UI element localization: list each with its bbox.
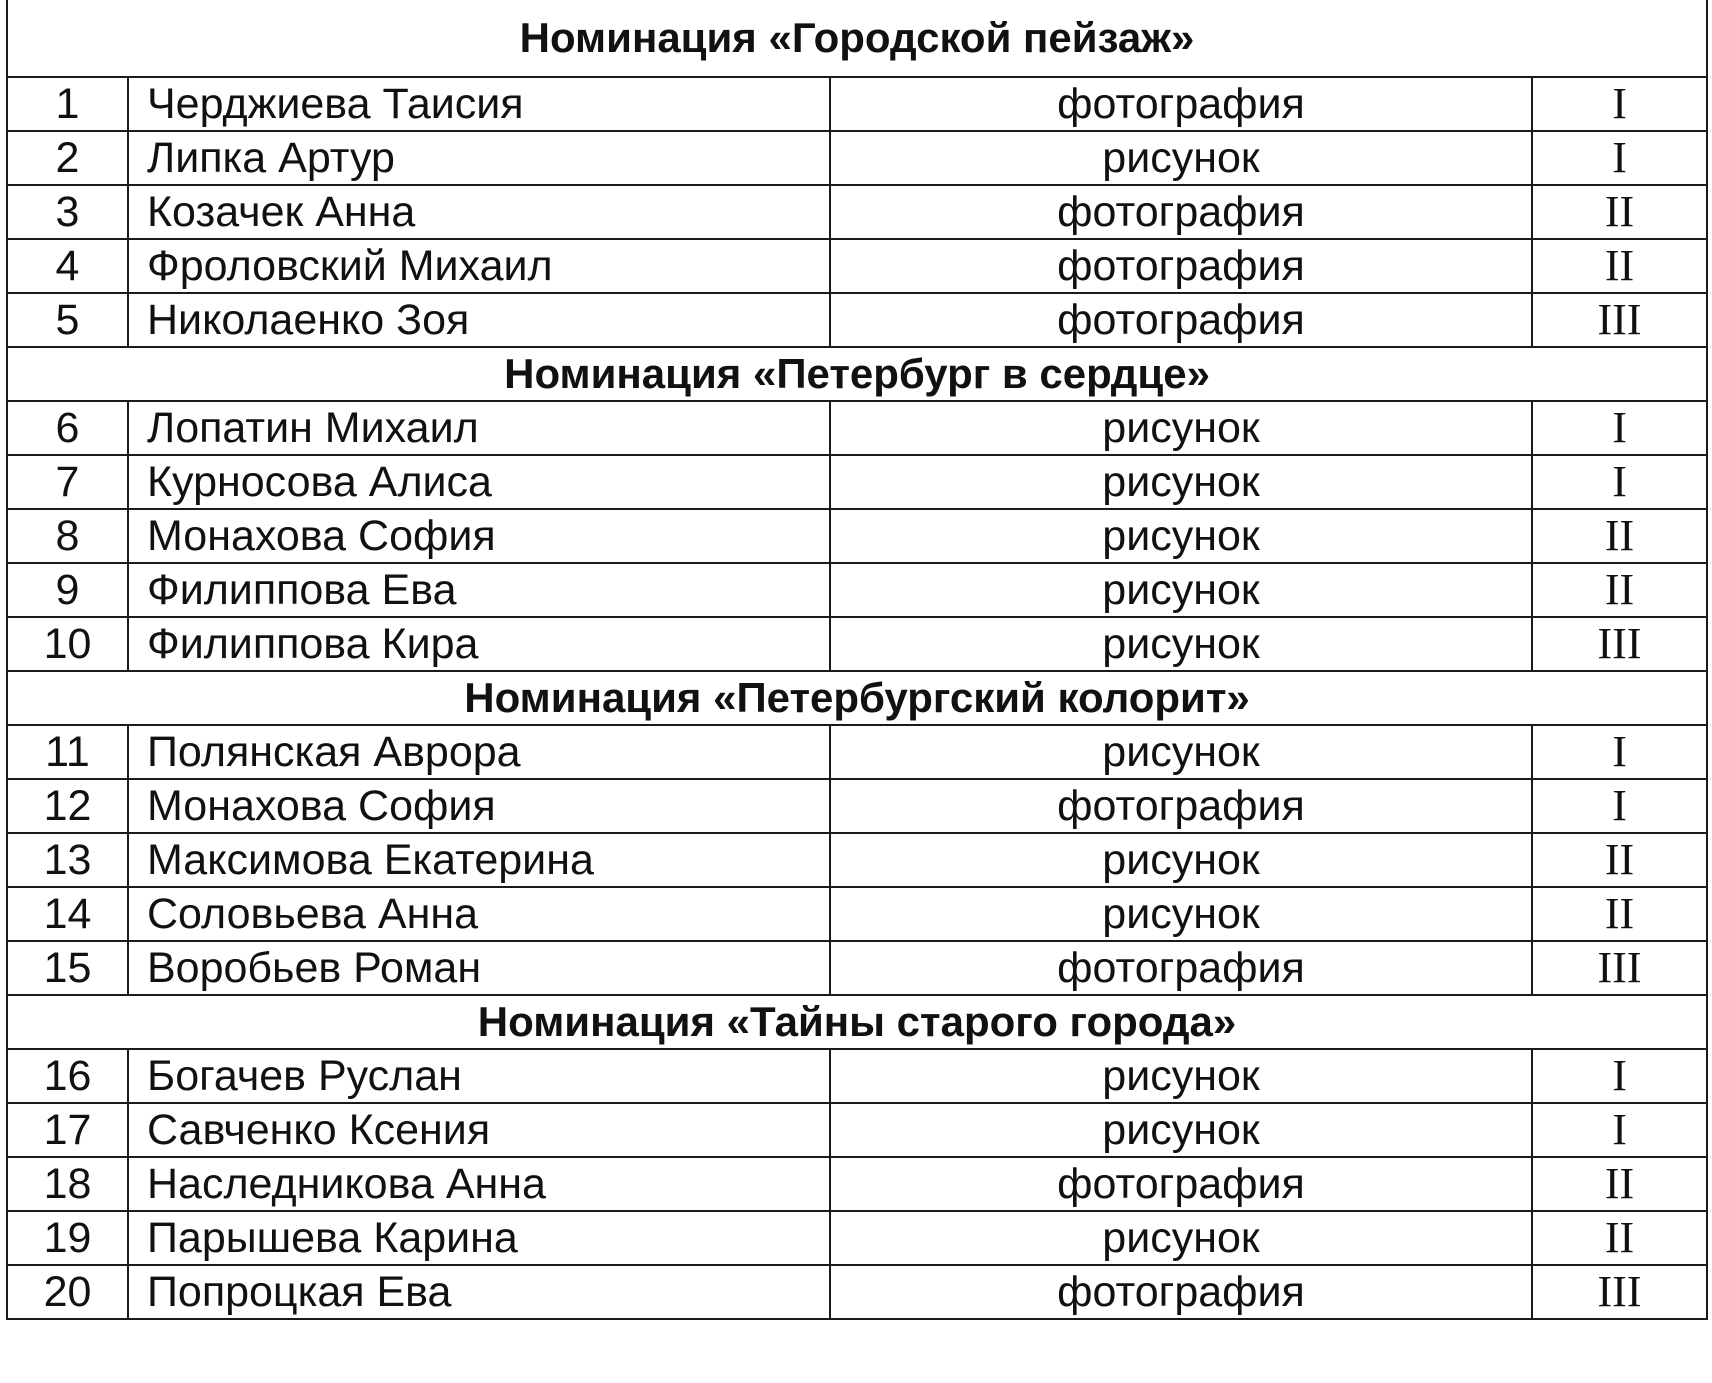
row-number: 11: [7, 725, 128, 779]
participant-name: Попроцкая Ева: [128, 1265, 830, 1319]
row-number: 20: [7, 1265, 128, 1319]
row-number: 16: [7, 1049, 128, 1103]
place-awarded: I: [1532, 1049, 1707, 1103]
place-awarded: I: [1532, 401, 1707, 455]
row-number: 8: [7, 509, 128, 563]
row-number: 5: [7, 293, 128, 347]
work-type: рисунок: [830, 617, 1532, 671]
work-type: рисунок: [830, 455, 1532, 509]
table-row: [7, 401, 1707, 455]
participant-name: Филиппова Кира: [128, 617, 830, 671]
place-awarded: III: [1532, 1265, 1707, 1319]
work-type: рисунок: [830, 401, 1532, 455]
participant-name: Наследникова Анна: [128, 1157, 830, 1211]
work-type: рисунок: [830, 1211, 1532, 1265]
section-header-row: [7, 347, 1707, 401]
participant-name: Монахова София: [128, 509, 830, 563]
row-number: 2: [7, 131, 128, 185]
place-awarded: I: [1532, 725, 1707, 779]
place-awarded: III: [1532, 617, 1707, 671]
section-header-row: [7, 0, 1707, 77]
work-type: рисунок: [830, 563, 1532, 617]
work-type: рисунок: [830, 833, 1532, 887]
section-title: Номинация «Петербург в сердце»: [7, 347, 1707, 401]
table-row: [7, 1211, 1707, 1265]
row-number: 15: [7, 941, 128, 995]
participant-name: Липка Артур: [128, 131, 830, 185]
table-row: [7, 455, 1707, 509]
participant-name: Черджиева Таисия: [128, 77, 830, 131]
results-table: [6, 0, 1708, 1320]
place-awarded: II: [1532, 239, 1707, 293]
work-type: фотография: [830, 293, 1532, 347]
table-row: [7, 293, 1707, 347]
work-type: рисунок: [830, 131, 1532, 185]
place-awarded: I: [1532, 131, 1707, 185]
table-row: [7, 239, 1707, 293]
place-awarded: II: [1532, 833, 1707, 887]
participant-name: Савченко Ксения: [128, 1103, 830, 1157]
results-sheet: [6, 0, 1706, 1320]
participant-name: Парышева Карина: [128, 1211, 830, 1265]
participant-name: Лопатин Михаил: [128, 401, 830, 455]
table-row: [7, 509, 1707, 563]
table-row: [7, 725, 1707, 779]
participant-name: Воробьев Роман: [128, 941, 830, 995]
table-row: [7, 1157, 1707, 1211]
place-awarded: III: [1532, 941, 1707, 995]
row-number: 13: [7, 833, 128, 887]
table-row: [7, 1103, 1707, 1157]
row-number: 14: [7, 887, 128, 941]
row-number: 18: [7, 1157, 128, 1211]
work-type: рисунок: [830, 1049, 1532, 1103]
participant-name: Соловьева Анна: [128, 887, 830, 941]
place-awarded: II: [1532, 185, 1707, 239]
place-awarded: II: [1532, 887, 1707, 941]
table-row: [7, 779, 1707, 833]
participant-name: Козачек Анна: [128, 185, 830, 239]
work-type: фотография: [830, 779, 1532, 833]
row-number: 7: [7, 455, 128, 509]
work-type: рисунок: [830, 725, 1532, 779]
table-row: [7, 131, 1707, 185]
place-awarded: I: [1532, 455, 1707, 509]
section-title: Номинация «Городской пейзаж»: [7, 0, 1707, 77]
participant-name: Богачев Руслан: [128, 1049, 830, 1103]
place-awarded: I: [1532, 77, 1707, 131]
row-number: 9: [7, 563, 128, 617]
row-number: 19: [7, 1211, 128, 1265]
participant-name: Николаенко Зоя: [128, 293, 830, 347]
row-number: 12: [7, 779, 128, 833]
table-row: [7, 77, 1707, 131]
work-type: фотография: [830, 185, 1532, 239]
participant-name: Полянская Аврора: [128, 725, 830, 779]
work-type: фотография: [830, 1157, 1532, 1211]
table-row: [7, 887, 1707, 941]
section-header-row: [7, 671, 1707, 725]
section-header-row: [7, 995, 1707, 1049]
participant-name: Курносова Алиса: [128, 455, 830, 509]
place-awarded: II: [1532, 1157, 1707, 1211]
table-row: [7, 617, 1707, 671]
place-awarded: III: [1532, 293, 1707, 347]
place-awarded: I: [1532, 1103, 1707, 1157]
table-row: [7, 941, 1707, 995]
table-row: [7, 563, 1707, 617]
participant-name: Фроловский Михаил: [128, 239, 830, 293]
work-type: фотография: [830, 77, 1532, 131]
work-type: рисунок: [830, 887, 1532, 941]
row-number: 6: [7, 401, 128, 455]
row-number: 4: [7, 239, 128, 293]
work-type: рисунок: [830, 1103, 1532, 1157]
participant-name: Максимова Екатерина: [128, 833, 830, 887]
row-number: 1: [7, 77, 128, 131]
work-type: рисунок: [830, 509, 1532, 563]
results-table-body: [7, 0, 1707, 1319]
place-awarded: II: [1532, 509, 1707, 563]
row-number: 3: [7, 185, 128, 239]
section-title: Номинация «Тайны старого города»: [7, 995, 1707, 1049]
participant-name: Филиппова Ева: [128, 563, 830, 617]
work-type: фотография: [830, 941, 1532, 995]
row-number: 17: [7, 1103, 128, 1157]
work-type: фотография: [830, 1265, 1532, 1319]
row-number: 10: [7, 617, 128, 671]
table-row: [7, 833, 1707, 887]
place-awarded: II: [1532, 1211, 1707, 1265]
table-row: [7, 1265, 1707, 1319]
place-awarded: II: [1532, 563, 1707, 617]
table-row: [7, 185, 1707, 239]
participant-name: Монахова София: [128, 779, 830, 833]
place-awarded: I: [1532, 779, 1707, 833]
table-row: [7, 1049, 1707, 1103]
section-title: Номинация «Петербургский колорит»: [7, 671, 1707, 725]
work-type: фотография: [830, 239, 1532, 293]
